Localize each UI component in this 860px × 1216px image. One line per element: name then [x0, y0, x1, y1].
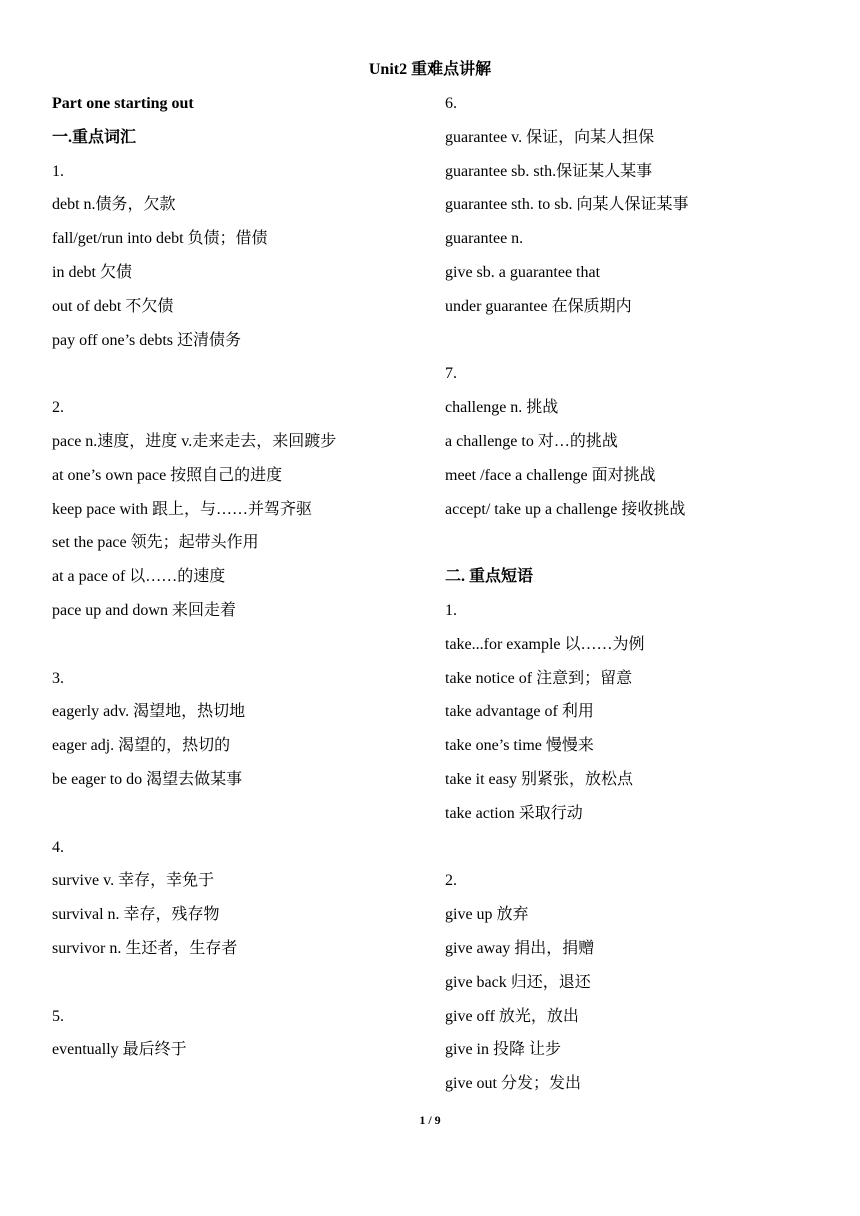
- item-number: 7.: [445, 365, 457, 383]
- page-number: 1 / 9: [419, 1113, 441, 1127]
- phrase-line: give back 归还，退还: [445, 973, 591, 991]
- phrase-line: take it easy 别紧张，放松点: [445, 770, 633, 788]
- phrase-line: give up 放弃: [445, 906, 529, 924]
- vocab-line: guarantee v. 保证，向某人担保: [445, 128, 655, 146]
- vocab-line: in debt 欠债: [52, 263, 132, 281]
- vocab-line: survive v. 幸存，幸免于: [52, 872, 215, 890]
- blank-line: [445, 529, 825, 563]
- phrase-line: take...for example 以……为例: [445, 635, 645, 653]
- vocab-line: under guarantee 在保质期内: [445, 297, 632, 315]
- phrase-line: take one’s time 慢慢来: [445, 737, 594, 755]
- item-number: 3.: [52, 669, 64, 687]
- blank-line: [52, 631, 432, 665]
- vocab-line: give sb. a guarantee that: [445, 263, 601, 281]
- vocab-line: out of debt 不欠债: [52, 297, 174, 315]
- vocab-line: survivor n. 生还者，生存者: [52, 939, 238, 957]
- vocab-line: at a pace of 以……的速度: [52, 568, 226, 586]
- phrase-line: give out 分发；发出: [445, 1075, 581, 1093]
- page-title: Unit2 重难点讲解: [368, 61, 492, 78]
- vocab-line: pace n.速度，进度 v.走来走去，来回踱步: [52, 432, 337, 450]
- item-number: 2.: [445, 872, 457, 890]
- vocab-line: eventually 最后终于: [52, 1041, 187, 1059]
- phrase-line: give off 放光，放出: [445, 1007, 579, 1025]
- vocab-line: keep pace with 跟上，与……并驾齐驱: [52, 500, 312, 518]
- section-heading: Part one starting out: [52, 95, 194, 112]
- phrase-line: take advantage of 利用: [445, 703, 594, 721]
- phrase-line: take action 采取行动: [445, 804, 583, 822]
- left-column: [52, 90, 432, 1070]
- blank-line: [445, 327, 825, 361]
- phrase-line: take notice of 注意到；留意: [445, 669, 633, 687]
- item-number: 1.: [52, 162, 64, 180]
- vocab-line: survival n. 幸存，残存物: [52, 906, 220, 924]
- vocab-line: guarantee n.: [445, 230, 524, 248]
- section-heading: 一.重点词汇: [52, 128, 137, 146]
- vocab-line: a challenge to 对…的挑战: [445, 432, 618, 450]
- vocab-line: fall/get/run into debt 负债；借债: [52, 230, 268, 248]
- vocab-line: meet /face a challenge 面对挑战: [445, 466, 656, 484]
- vocab-line: pace up and down 来回走着: [52, 601, 236, 619]
- vocab-line: at one’s own pace 按照自己的进度: [52, 466, 283, 484]
- vocab-line: eager adj. 渴望的，热切的: [52, 737, 231, 755]
- item-number: 6.: [445, 95, 457, 112]
- item-number: 1.: [445, 601, 457, 619]
- blank-line: [445, 834, 825, 868]
- item-number: 5.: [52, 1007, 64, 1025]
- vocab-line: pay off one’s debts 还清债务: [52, 331, 242, 349]
- vocab-line: debt n.债务，欠款: [52, 196, 176, 214]
- vocab-line: be eager to do 渴望去做某事: [52, 770, 243, 788]
- blank-line: [52, 969, 432, 1003]
- vocab-line: eagerly adv. 渴望地，热切地: [52, 703, 246, 721]
- vocab-line: guarantee sth. to sb. 向某人保证某事: [445, 196, 689, 214]
- blank-line: [52, 800, 432, 834]
- phrase-line: give away 捐出，捐赠: [445, 939, 595, 957]
- vocab-line: challenge n. 挑战: [445, 399, 559, 417]
- vocab-line: guarantee sb. sth.保证某人某事: [445, 162, 653, 180]
- phrase-line: give in 投降 让步: [445, 1041, 561, 1059]
- blank-line: [52, 360, 432, 394]
- item-number: 4.: [52, 838, 64, 856]
- vocab-line: accept/ take up a challenge 接收挑战: [445, 500, 686, 518]
- right-column: [445, 90, 825, 1104]
- vocab-line: set the pace 领先；起带头作用: [52, 534, 259, 552]
- item-number: 2.: [52, 399, 64, 417]
- section-heading: 二. 重点短语: [445, 568, 534, 586]
